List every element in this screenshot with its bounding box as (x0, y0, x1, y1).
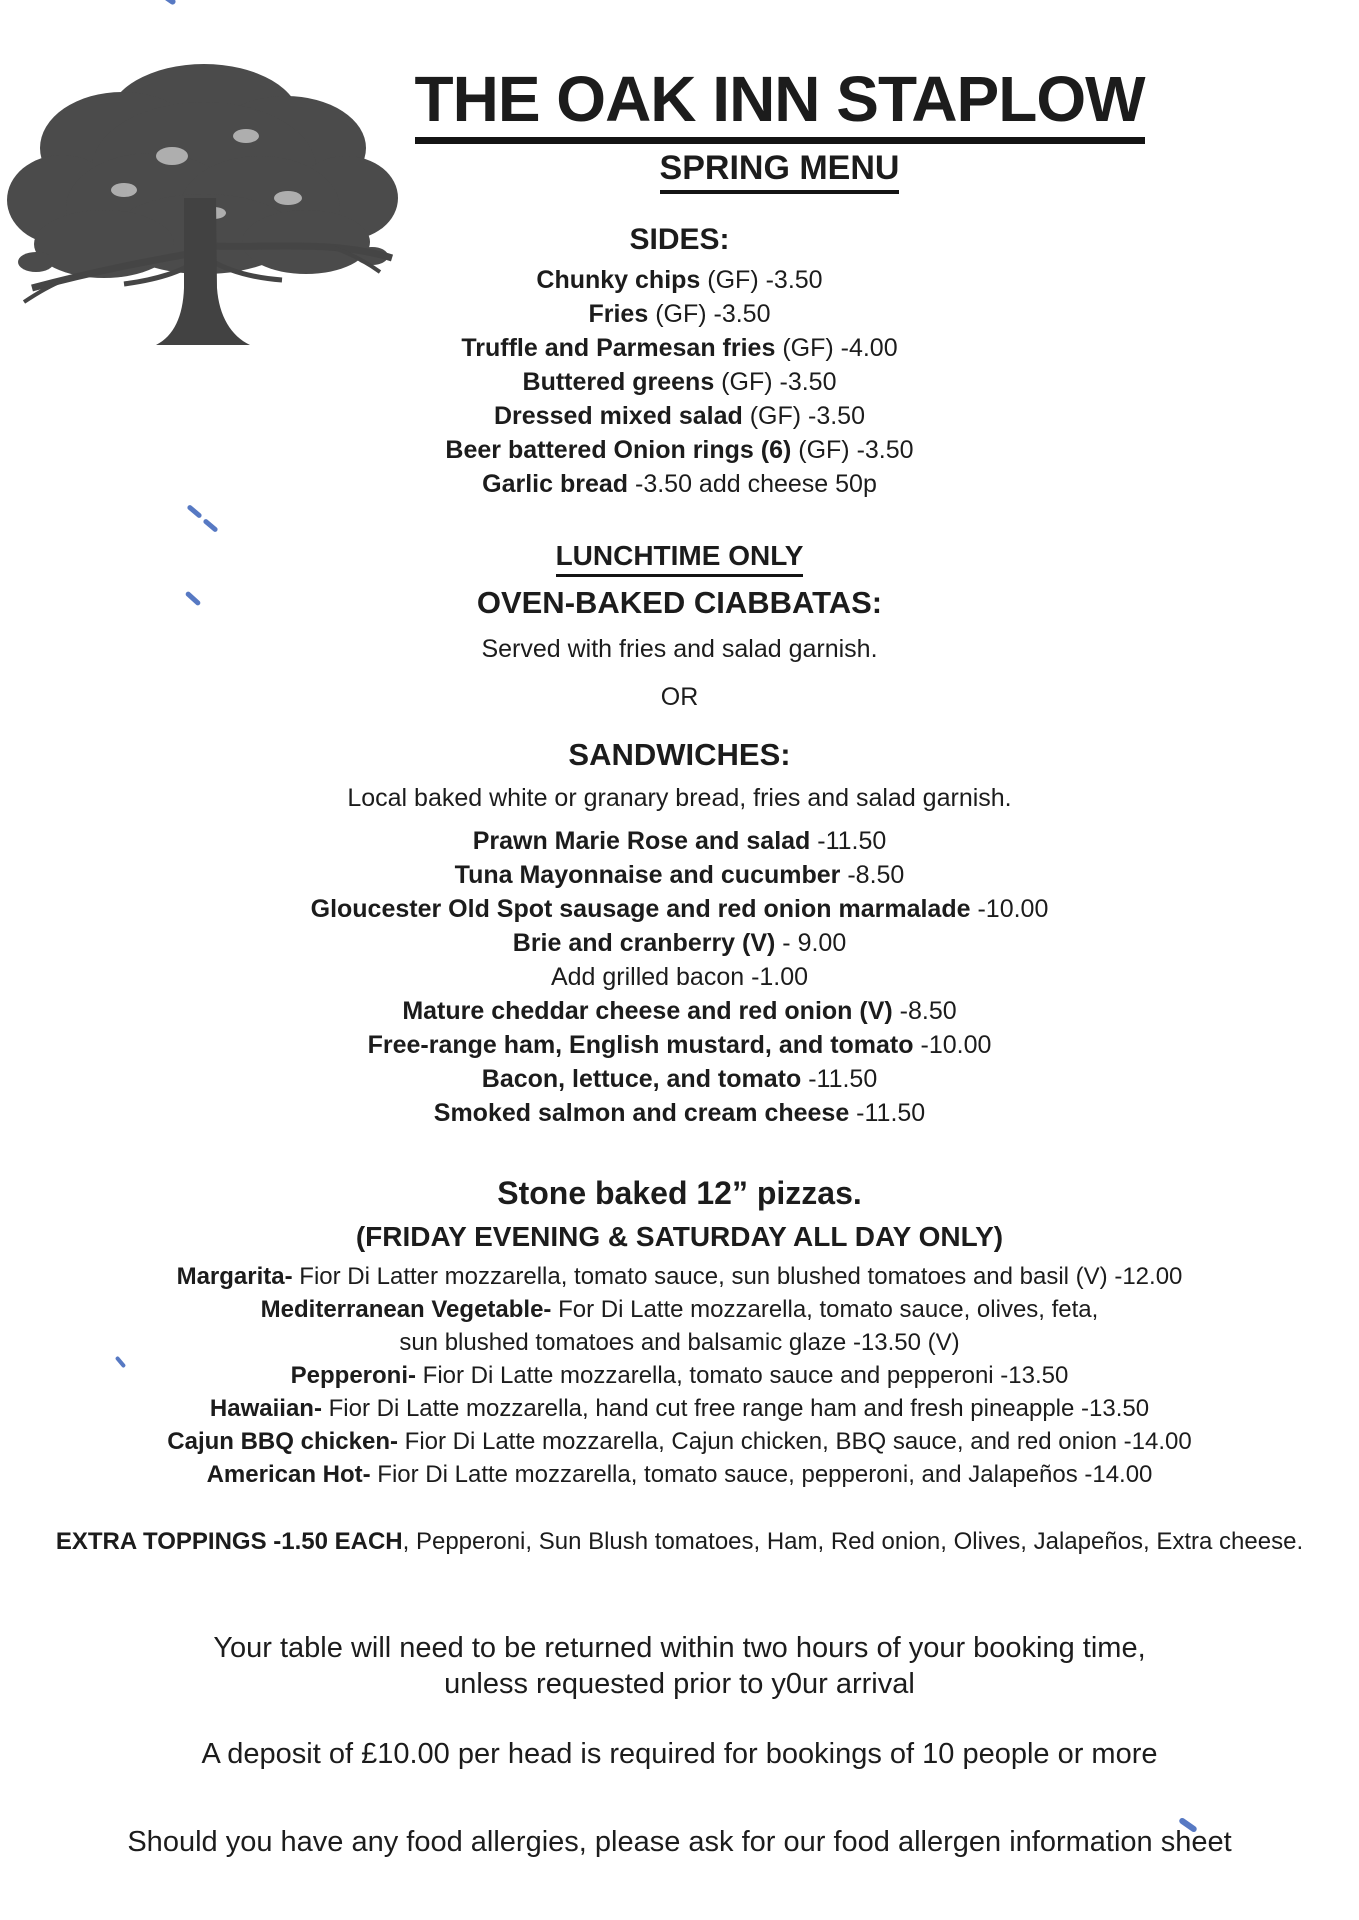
item-detail: sun blushed tomatoes and balsamic glaze -13.50 (V) (399, 1328, 960, 1356)
extra-toppings-line (0, 1526, 1359, 1558)
item-name: Dressed mixed salad (494, 401, 743, 430)
item-detail: (GF) -3.50 (791, 435, 914, 464)
item-detail: (GF) -3.50 (714, 367, 837, 396)
item-detail: -10.00 (913, 1030, 992, 1059)
item-detail: (GF) -4.00 (775, 333, 898, 362)
item-name: Prawn Marie Rose and salad (472, 826, 811, 855)
item-name: Hawaiian- (209, 1394, 322, 1422)
menu-item (0, 1096, 1359, 1130)
item-name: American Hot- (206, 1460, 371, 1488)
menu-item (0, 399, 1359, 433)
deposit-note: A deposit of £10.00 per head is required for bookings of 10 people or more (201, 1737, 1158, 1770)
sandwiches-note: Local baked white or granary bread, fries and salad garnish. (347, 783, 1012, 812)
item-detail: (GF) -3.50 (742, 401, 865, 430)
item-name: Truffle and Parmesan fries (461, 333, 776, 362)
item-name: Tuna Mayonnaise and cucumber (454, 860, 841, 889)
item-name: Garlic bread (482, 469, 629, 498)
extra-toppings-detail: , Pepperoni, Sun Blush tomatoes, Ham, Red onion, Olives, Jalapeños, Extra cheese. (402, 1527, 1304, 1555)
booking-time-note-line1: Your table will need to be returned within two hours of your booking time, (213, 1631, 1146, 1664)
menu-item (0, 1326, 1359, 1359)
item-detail: Fior Di Latte mozzarella, tomato sauce and pepperoni -13.50 (415, 1361, 1069, 1389)
item-name: Free-range ham, English mustard, and tomato (367, 1030, 914, 1059)
item-name: Chunky chips (536, 265, 701, 294)
pen-mark-icon (186, 504, 202, 519)
item-name: Pepperoni- (290, 1361, 416, 1389)
ciabattas-note: Served with fries and salad garnish. (481, 634, 878, 663)
item-detail: Fior Di Latte mozzarella, Cajun chicken, BBQ sauce, and red onion -14.00 (397, 1427, 1192, 1455)
allergen-note: Should you have any food allergies, please ask for our food allergen information sheet (127, 1825, 1232, 1858)
item-name: Smoked salmon and cream cheese (433, 1098, 850, 1127)
booking-time-note-line2: unless requested prior to y0ur arrival (444, 1667, 915, 1700)
item-detail: -8.50 (840, 860, 905, 889)
item-detail: -3.50 add cheese 50p (628, 469, 877, 498)
section-lunchtime (0, 539, 1359, 1130)
item-name: Cajun BBQ chicken- (167, 1427, 398, 1455)
lunchtime-heading: LUNCHTIME ONLY (0, 539, 1359, 577)
pizzas-list (0, 1260, 1359, 1491)
page-title: THE OAK INN STAPLOW (200, 66, 1359, 144)
item-detail: (GF) -3.50 (648, 299, 771, 328)
menu-item (0, 433, 1359, 467)
pen-mark-icon (155, 0, 176, 6)
menu-item (0, 1359, 1359, 1392)
pizzas-availability: (FRIDAY EVENING & SATURDAY ALL DAY ONLY) (355, 1220, 1004, 1252)
item-detail: - 9.00 (775, 928, 847, 957)
item-name: Mediterranean Vegetable- (260, 1295, 552, 1323)
extra-toppings-label: EXTRA TOPPINGS -1.50 EACH (55, 1527, 403, 1555)
item-detail: -8.50 (892, 996, 957, 1025)
item-detail: (GF) -3.50 (700, 265, 823, 294)
menu-item (0, 858, 1359, 892)
section-footer-notes (0, 1630, 1359, 1860)
menu-item (0, 1458, 1359, 1491)
pizzas-heading: Stone baked 12” pizzas. (497, 1174, 862, 1211)
item-name: Fries (588, 299, 649, 328)
item-detail: Fior Di Latter mozzarella, tomato sauce, sun blushed tomatoes and basil (V) -12.00 (292, 1262, 1183, 1290)
item-detail: For Di Latte mozzarella, tomato sauce, olives, feta, (551, 1295, 1099, 1323)
booking-time-note (0, 1630, 1359, 1702)
item-detail: -11.50 (801, 1064, 878, 1093)
oak-tree-icon (4, 48, 404, 348)
menu-item (0, 892, 1359, 926)
item-name: Gloucester Old Spot sausage and red onion marmalade (310, 894, 971, 923)
menu-item (0, 365, 1359, 399)
menu-item (0, 1425, 1359, 1458)
menu-item (0, 1062, 1359, 1096)
item-name: Buttered greens (522, 367, 715, 396)
pen-mark-icon (202, 518, 218, 533)
menu-item (0, 1293, 1359, 1326)
menu-item (0, 1028, 1359, 1062)
menu-item (0, 824, 1359, 858)
item-detail: -10.00 (970, 894, 1049, 923)
section-pizzas (0, 1172, 1359, 1558)
menu-item (0, 994, 1359, 1028)
or-label: OR (660, 682, 699, 711)
item-detail: Fior Di Latte mozzarella, hand cut free range ham and fresh pineapple -13.50 (321, 1394, 1150, 1422)
item-detail: Add grilled bacon -1.00 (550, 962, 809, 991)
item-name: Beer battered Onion rings (6) (445, 435, 792, 464)
item-name: Margarita- (176, 1262, 293, 1290)
item-detail: Fior Di Latte mozzarella, tomato sauce, pepperoni, and Jalapeños -14.00 (370, 1460, 1153, 1488)
menu-item (0, 926, 1359, 960)
item-name: Brie and cranberry (V) (512, 928, 776, 957)
menu-item (0, 1260, 1359, 1293)
ciabattas-heading: OVEN-BAKED CIABBATAS: (476, 584, 883, 620)
sides-heading: SIDES: (629, 222, 730, 256)
item-detail: -11.50 (849, 1098, 926, 1127)
menu-item (0, 960, 1359, 994)
item-name: Bacon, lettuce, and tomato (481, 1064, 802, 1093)
menu-item (0, 467, 1359, 501)
item-name: Mature cheddar cheese and red onion (V) (402, 996, 893, 1025)
sandwiches-heading: SANDWICHES: (568, 736, 791, 772)
sandwiches-list (0, 824, 1359, 1130)
item-detail: -11.50 (810, 826, 887, 855)
menu-item (0, 1392, 1359, 1425)
menu-subtitle: SPRING MENU (200, 149, 1359, 194)
